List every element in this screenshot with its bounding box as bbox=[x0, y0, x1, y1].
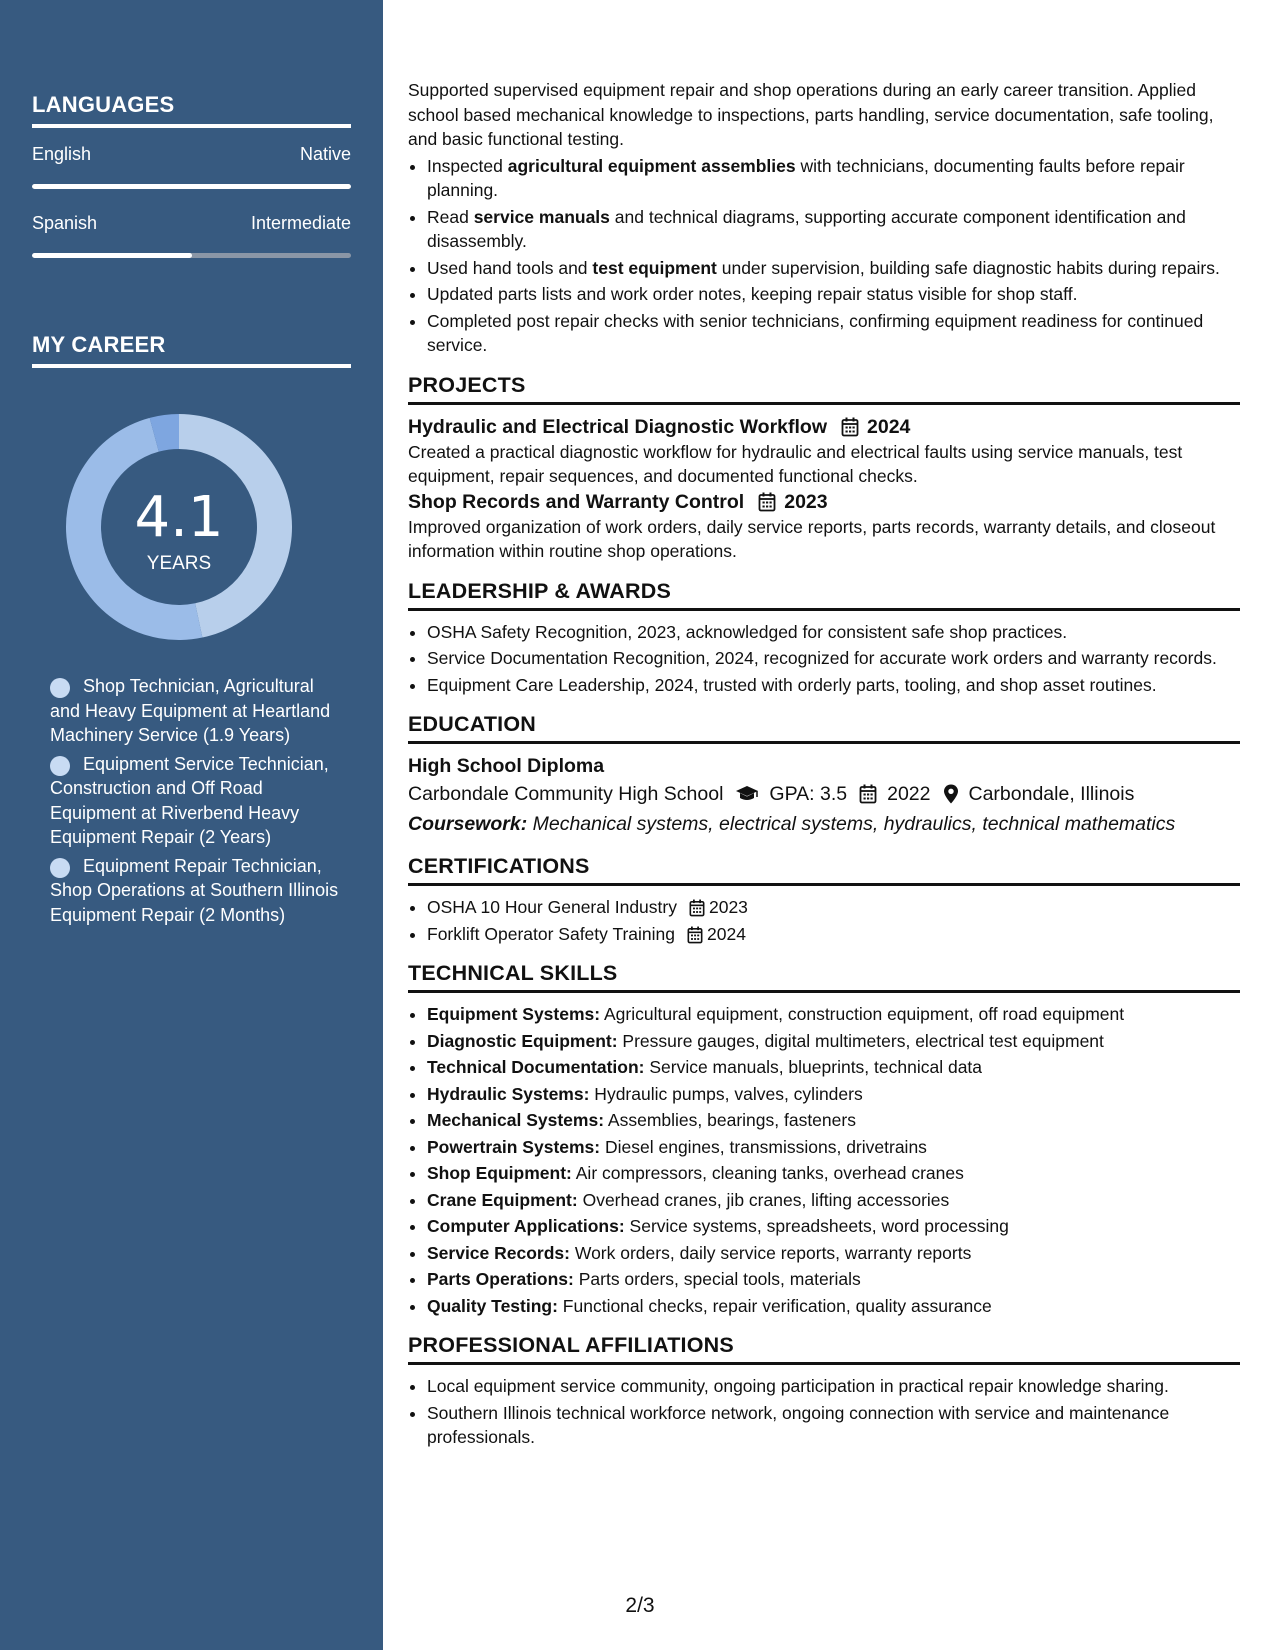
bullet-text: Used hand tools and bbox=[427, 257, 593, 278]
skill-label: Crane Equipment: bbox=[427, 1189, 578, 1210]
career-total bbox=[66, 486, 292, 576]
affiliation-item: • Local equipment service community, ongoing participation in practical repair knowledge sharing. bbox=[427, 1374, 1240, 1399]
bullet-text: Read bbox=[427, 206, 474, 227]
affiliation-item: • Southern Illinois technical workforce network, ongoing connection with service and maintenance professionals. bbox=[427, 1401, 1240, 1450]
skill-value: Agricultural equipment, construction equipment, off road equipment bbox=[600, 1004, 1125, 1024]
skills-list bbox=[408, 1002, 1240, 1318]
language-bar-spanish bbox=[32, 253, 351, 258]
career-total-unit: YEARS bbox=[146, 553, 212, 574]
bullet-text: Completed post repair checks with senior technicians, confirming equipment readiness for continued service. bbox=[427, 310, 1204, 355]
leadership-list bbox=[408, 620, 1240, 698]
skill-label: Parts Operations: bbox=[427, 1269, 574, 1289]
career-total-value: 4.1 bbox=[134, 485, 224, 550]
career-item bbox=[50, 674, 340, 748]
calendar-icon bbox=[859, 784, 877, 804]
career-item-text: Equipment Repair Technician, Shop Operations at Southern Illinois Equipment Repair (2 Months) bbox=[50, 855, 339, 925]
education-heading: EDUCATION bbox=[408, 711, 1240, 744]
education-degree: High School Diploma bbox=[408, 755, 605, 777]
bullet-dot-icon bbox=[50, 756, 70, 776]
language-row-spanish bbox=[32, 213, 351, 234]
sidebar bbox=[0, 0, 383, 1650]
skill-value: Hydraulic pumps, valves, cylinders bbox=[589, 1083, 863, 1104]
languages-heading: LANGUAGES bbox=[32, 92, 351, 128]
skill-label: Equipment Systems: bbox=[427, 1004, 601, 1024]
skill-item bbox=[427, 1241, 1240, 1266]
leadership-section bbox=[408, 578, 1240, 698]
education-gpa: GPA: 3.5 bbox=[769, 783, 848, 805]
leadership-heading: LEADERSHIP & AWARDS bbox=[408, 578, 1240, 611]
career-list bbox=[50, 674, 340, 931]
skill-label: Computer Applications: bbox=[427, 1216, 625, 1236]
projects-section bbox=[408, 372, 1240, 564]
page-number: 2/3 bbox=[625, 1594, 655, 1617]
experience-bullet bbox=[427, 282, 1240, 307]
project-title-row bbox=[408, 414, 1240, 440]
career-item bbox=[50, 854, 340, 928]
education-coursework bbox=[408, 809, 1240, 839]
education-school: Carbondale Community High School bbox=[408, 783, 724, 805]
skill-value: Work orders, daily service reports, warranty reports bbox=[570, 1242, 972, 1263]
experience-bullet bbox=[427, 154, 1240, 203]
skill-value: Parts orders, special tools, materials bbox=[573, 1269, 861, 1289]
career-heading: MY CAREER bbox=[32, 332, 351, 368]
skill-label: Powertrain Systems: bbox=[427, 1136, 601, 1157]
calendar-icon bbox=[687, 922, 703, 947]
experience-bullet bbox=[427, 256, 1240, 281]
skill-value: Service manuals, blueprints, technical data bbox=[644, 1057, 983, 1077]
experience-bullet bbox=[427, 205, 1240, 254]
skill-label: Diagnostic Equipment: bbox=[427, 1030, 618, 1051]
skill-value: Air compressors, cleaning tanks, overhead cranes bbox=[571, 1163, 964, 1183]
project-title: Shop Records and Warranty Control bbox=[408, 490, 745, 513]
skill-label: Service Records: bbox=[427, 1242, 570, 1263]
skill-item bbox=[427, 1135, 1240, 1160]
skill-label: Mechanical Systems: bbox=[427, 1110, 605, 1130]
skills-heading: TECHNICAL SKILLS bbox=[408, 960, 1240, 993]
skill-label: Hydraulic Systems: bbox=[427, 1083, 590, 1104]
language-name: Spanish bbox=[32, 213, 98, 233]
skill-value: Service systems, spreadsheets, word processing bbox=[624, 1216, 1009, 1236]
skill-item bbox=[427, 1188, 1240, 1213]
skill-value: Diesel engines, transmissions, drivetrains bbox=[600, 1136, 927, 1157]
language-level: Intermediate bbox=[250, 213, 351, 233]
main-content bbox=[408, 78, 1240, 1452]
skills-section bbox=[408, 960, 1240, 1318]
experience-bullets bbox=[408, 154, 1240, 358]
certifications-list bbox=[408, 895, 1240, 946]
bullet-dot-icon bbox=[50, 678, 70, 698]
leadership-item: • Equipment Care Leadership, 2024, trusted with orderly parts, tooling, and shop asset routines. bbox=[427, 673, 1240, 698]
experience-bullet bbox=[427, 309, 1240, 358]
bullet-keyword: service manuals bbox=[473, 206, 610, 227]
language-bar-english bbox=[32, 184, 351, 189]
skill-item bbox=[427, 1002, 1240, 1027]
leadership-item: • Service Documentation Recognition, 2024, recognized for accurate work orders and warranty records. bbox=[427, 646, 1240, 671]
certification-item bbox=[427, 895, 1240, 920]
leadership-item: • OSHA Safety Recognition, 2023, acknowledged for consistent safe shop practices. bbox=[427, 620, 1240, 645]
skill-item bbox=[427, 1108, 1240, 1133]
skill-item bbox=[427, 1161, 1240, 1186]
education-location: Carbondale, Illinois bbox=[968, 783, 1135, 805]
certification-year: 2023 bbox=[708, 897, 748, 917]
project-title: Hydraulic and Electrical Diagnostic Workflow bbox=[408, 415, 827, 438]
language-bar-fill bbox=[32, 253, 192, 258]
skill-item bbox=[427, 1082, 1240, 1107]
career-item bbox=[50, 752, 340, 850]
project-title-row bbox=[408, 489, 1240, 515]
bullet-text: and technical diagrams, supporting accurate component identification and disassembly. bbox=[427, 206, 1186, 251]
skill-item bbox=[427, 1214, 1240, 1239]
calendar-icon bbox=[841, 414, 859, 440]
coursework-label: Coursework: bbox=[408, 813, 528, 835]
project-description: Improved organization of work orders, daily service reports, parts records, warranty details, and closeout information within routine shop operations. bbox=[408, 516, 1216, 561]
bullet-text: under supervision, building safe diagnostic habits during repairs. bbox=[716, 257, 1220, 278]
skill-label: Technical Documentation: bbox=[427, 1057, 645, 1077]
certification-name: • Forklift Operator Safety Training bbox=[427, 923, 676, 944]
skill-item bbox=[427, 1055, 1240, 1080]
career-item-text: Equipment Service Technician, Construction and Off Road Equipment at Riverbend Heavy Equipment Repair (2 Years) bbox=[50, 753, 329, 847]
affiliations-section bbox=[408, 1332, 1240, 1450]
language-row-english bbox=[32, 144, 351, 165]
graduation-cap-icon bbox=[735, 785, 759, 803]
calendar-icon bbox=[689, 895, 705, 920]
certification-item bbox=[427, 922, 1240, 947]
education-section bbox=[408, 711, 1240, 839]
location-pin-icon bbox=[943, 784, 959, 804]
certifications-section bbox=[408, 853, 1240, 946]
skill-value: Assemblies, bearings, fasteners bbox=[604, 1110, 856, 1130]
education-year: 2022 bbox=[887, 783, 931, 805]
bullet-text: with technicians, documenting faults before repair planning. bbox=[427, 155, 1185, 200]
bullet-dot-icon bbox=[50, 858, 70, 878]
career-item-text: Shop Technician, Agricultural and Heavy Equipment at Heartland Machinery Service (1.9 Years) bbox=[50, 676, 331, 745]
language-name: English bbox=[32, 144, 92, 164]
education-details bbox=[408, 779, 1240, 809]
skill-item bbox=[427, 1294, 1240, 1319]
bullet-text: Inspected bbox=[427, 155, 508, 176]
skill-value: Pressure gauges, digital multimeters, electrical test equipment bbox=[617, 1030, 1104, 1051]
certifications-heading: CERTIFICATIONS bbox=[408, 853, 1240, 886]
project-year: 2023 bbox=[784, 490, 828, 513]
skill-value: Functional checks, repair verification, quality assurance bbox=[557, 1295, 992, 1316]
bullet-text: Updated parts lists and work order notes, keeping repair status visible for shop staff. bbox=[427, 284, 1078, 304]
language-bar-fill bbox=[32, 184, 351, 189]
language-level: Native bbox=[299, 144, 351, 164]
project-description: Created a practical diagnostic workflow for hydraulic and electrical faults using service manuals, test equipment, repair sequences, and documented functional checks. bbox=[408, 441, 1183, 486]
bullet-keyword: test equipment bbox=[592, 257, 717, 278]
experience-summary: Supported supervised equipment repair and shop operations during an early career transition. Applied school based mechanical knowledge to inspections, parts handling, service documentation, safe tooling, and basic functional testing. bbox=[408, 80, 1214, 149]
bullet-keyword: agricultural equipment assemblies bbox=[507, 155, 796, 176]
project-year: 2024 bbox=[867, 415, 911, 438]
affiliations-heading: PROFESSIONAL AFFILIATIONS bbox=[408, 1332, 1240, 1365]
skill-item bbox=[427, 1267, 1240, 1292]
skill-item bbox=[427, 1029, 1240, 1054]
affiliations-list bbox=[408, 1374, 1240, 1450]
certification-year: 2024 bbox=[707, 923, 746, 944]
projects-heading: PROJECTS bbox=[408, 372, 1240, 405]
certification-name: • OSHA 10 Hour General Industry bbox=[427, 897, 677, 917]
coursework-text: Mechanical systems, electrical systems, hydraulics, technical mathematics bbox=[527, 813, 1176, 835]
calendar-icon bbox=[758, 489, 776, 515]
skill-value: Overhead cranes, jib cranes, lifting accessories bbox=[577, 1189, 950, 1210]
skill-label: Shop Equipment: bbox=[427, 1163, 572, 1183]
skill-label: Quality Testing: bbox=[427, 1295, 558, 1316]
